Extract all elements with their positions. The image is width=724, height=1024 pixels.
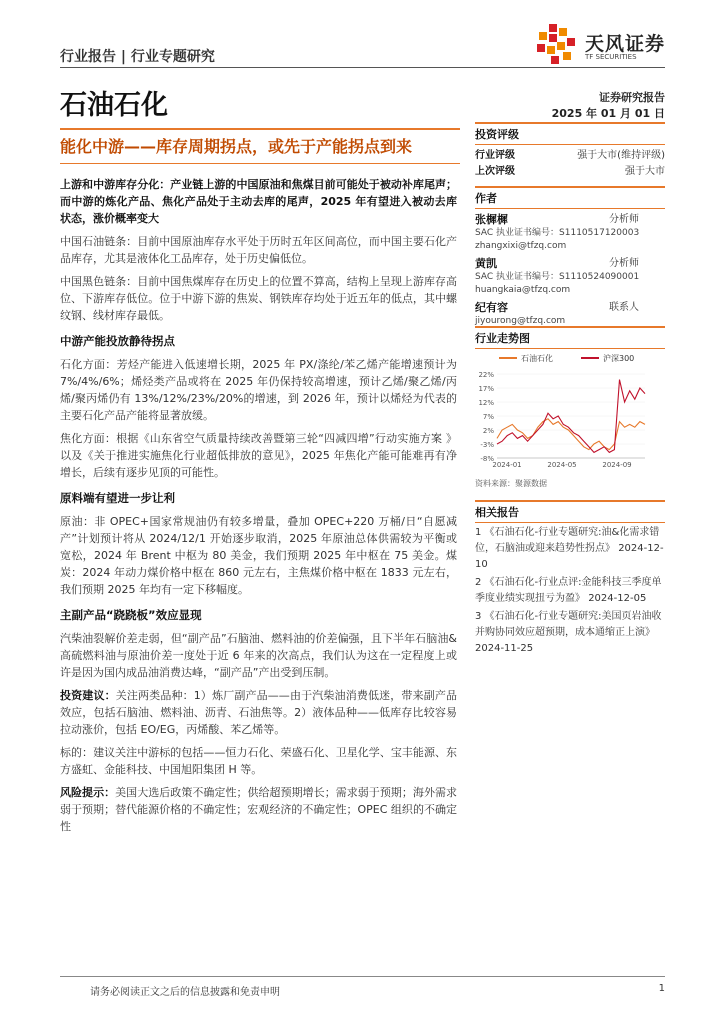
brand-name-en: TF SECURITIES bbox=[585, 53, 637, 61]
paragraph: 石化方面：芳烃产能进入低速增长期，2025 年 PX/涤纶/苯乙烯产能增速预计为 7%/4%/6%；烯烃类产品或将在 2025 年仍保持较高增速，预计乙烯/聚乙烯/丙烯/聚丙烯仍有 13%/12%/23%/20%的增速，到 2026 年，预计以烯烃为代表的主要石化产品产能将显著放缓。 bbox=[60, 358, 457, 422]
x-tick-label: 2024-09 bbox=[602, 461, 632, 468]
section-heading: 原料端有望进一步让利 bbox=[60, 491, 175, 505]
y-tick-label: 2% bbox=[482, 427, 494, 435]
authors-panel bbox=[475, 186, 665, 328]
section-heading: 主副产品“跷跷板”效应显现 bbox=[60, 608, 202, 622]
rating-value: 强于大市(维持评级) bbox=[577, 150, 665, 161]
related-heading: 相关报告 bbox=[475, 500, 665, 523]
authors-heading: 作者 bbox=[475, 186, 665, 209]
paragraph: 焦化方面：根据《山东省空气质量持续改善暨第三轮“四减四增”行动实施方案 》以及《关于推进实施焦化行业超低排放的意见》，2025 年焦化产能可能难再有净增长，后续有逐步见顶的可能性。 bbox=[60, 432, 457, 479]
trend-heading: 行业走势图 bbox=[475, 326, 665, 349]
investment-advice-label: 投资建议： bbox=[60, 689, 116, 702]
report-type: 证券研究报告 bbox=[599, 91, 665, 104]
rating-label: 上次评级 bbox=[475, 166, 515, 177]
y-tick-label: -8% bbox=[480, 455, 494, 463]
analyst-entry bbox=[475, 300, 665, 328]
investment-advice-text: 关注两类品种：1）炼厂副产品——由于汽柴油消费低迷，带来副产品效应，包括石脑油、燃料油、沥青、石油焦等。2）液体品种——低库存比较容易拉动涨价，包括 EO/EG，丙烯酸、苯乙烯等。 bbox=[60, 689, 458, 736]
analyst-role: 分析师 bbox=[609, 258, 639, 269]
analyst-name: 张樨樨 bbox=[475, 213, 508, 226]
related-title[interactable]: 3 《石油石化-行业专题研究:美国页岩油收并购协同效应超预期，成本通缩正上演》 bbox=[475, 611, 662, 638]
analyst-entry bbox=[475, 212, 665, 253]
y-tick-label: -3% bbox=[480, 441, 494, 449]
analyst-role: 联系人 bbox=[609, 302, 639, 313]
related-date: 2024-12-05 bbox=[588, 593, 647, 604]
paragraph: 中国石油链条：目前中国原油库存水平处于历时五年区间高位，而中国主要石化产品库存，尤其是液体化工品库存，处于历史偏低位。 bbox=[60, 235, 457, 265]
y-tick-label: 12% bbox=[478, 399, 494, 407]
related-title[interactable]: 1 《石油石化-行业专题研究:油&化需求错位，石脑油或迎来趋势性拐点》 bbox=[475, 527, 660, 554]
analyst-email[interactable]: zhangxixi@tfzq.com bbox=[475, 241, 567, 251]
header-divider bbox=[60, 67, 665, 68]
title-rule-top bbox=[60, 128, 460, 130]
disclaimer: 请务必阅读正文之后的信息披露和免责申明 bbox=[90, 987, 280, 998]
related-title[interactable]: 2 《石油石化-行业点评:金能科技三季度单季度业绩实现扭亏为盈》 bbox=[475, 577, 662, 604]
risk-warning-label: 风险提示： bbox=[60, 786, 116, 799]
paragraph: 汽柴油裂解价差走弱，但“副产品”石脑油、燃料油的价差偏强，且下半年石脑油&高硫燃料油与原油价差一度处于近 6 年来的次高点，我们认为这在一定程度上或许是因为国内成品油消费达峰，“副产品”产出受到压制。 bbox=[60, 632, 457, 679]
risk-warning bbox=[60, 784, 457, 835]
analyst-cert: SAC 执业证书编号：S1110524090001 bbox=[475, 272, 640, 282]
analyst-entry bbox=[475, 256, 665, 297]
rating-label: 行业评级 bbox=[475, 150, 515, 161]
legend-label: 石油石化 bbox=[521, 354, 553, 363]
title-rule-bottom bbox=[60, 163, 460, 164]
section-heading: 中游产能投放静待拐点 bbox=[60, 334, 175, 348]
rating-panel bbox=[475, 122, 665, 180]
related-date: 2024-12-10 bbox=[475, 543, 664, 570]
lead-paragraph: 上游和中游库存分化：产业链上游的中国原油和焦煤目前可能处于被动补库尾声；而中游的炼化产品、焦化产品处于主动去库的尾声，2025 年有望进入被动去库状态，涨价概率变大 bbox=[60, 178, 457, 225]
analyst-name: 纪有容 bbox=[475, 301, 508, 314]
analyst-name: 黄凯 bbox=[475, 257, 497, 270]
report-category: 行业报告 | 行业专题研究 bbox=[60, 49, 215, 65]
sector-title: 石油石化 bbox=[60, 90, 168, 121]
rating-row-industry bbox=[475, 148, 665, 164]
related-list bbox=[475, 525, 665, 657]
page-number: 1 bbox=[658, 983, 665, 994]
risk-warning-text: 美国大选后政策不确定性；供给超预期增长；需求弱于预期；海外需求弱于预期；替代能源价格的不确定性；宏观经济的不确定性；OPEC 组织的不确定性 bbox=[60, 786, 458, 833]
paragraph: 中国黑色链条：目前中国焦煤库存在历史上的位置不算高，结构上呈现上游库存高位、下游库存低位。位于中游下游的焦炭、钢铁库存均处于近五年的低点，其中螺纹钢、线材库存最低。 bbox=[60, 275, 457, 322]
report-title: 能化中游——库存周期拐点，或先于产能拐点到来 bbox=[60, 137, 413, 156]
analyst-email[interactable]: huangkaia@tfzq.com bbox=[475, 285, 571, 295]
analyst-role: 分析师 bbox=[609, 214, 639, 225]
brand-logo-icon bbox=[533, 22, 579, 66]
x-tick-label: 2024-05 bbox=[547, 461, 577, 468]
related-item[interactable] bbox=[475, 525, 665, 573]
rating-heading: 投资评级 bbox=[475, 122, 665, 145]
rating-value: 强于大市 bbox=[625, 166, 665, 177]
related-panel bbox=[475, 500, 665, 657]
y-tick-label: 7% bbox=[482, 413, 494, 421]
series-line bbox=[497, 419, 645, 450]
legend-label: 沪深300 bbox=[603, 354, 635, 363]
related-date: 2024-11-25 bbox=[475, 643, 534, 654]
trend-chart bbox=[475, 346, 665, 468]
analyst-cert: SAC 执业证书编号：S1110517120003 bbox=[475, 228, 640, 238]
footer-divider bbox=[60, 976, 665, 977]
brand-logo bbox=[533, 22, 665, 66]
y-tick-label: 17% bbox=[478, 385, 494, 393]
analyst-email[interactable]: jiyourong@tfzq.com bbox=[475, 316, 566, 326]
related-item[interactable] bbox=[475, 609, 665, 657]
x-tick-label: 2024-01 bbox=[492, 461, 522, 468]
brand-name-cn: 天风证券 bbox=[585, 33, 666, 55]
chart-source: 资料来源：聚源数据 bbox=[475, 479, 547, 488]
rating-row-previous bbox=[475, 164, 665, 180]
related-item[interactable] bbox=[475, 575, 665, 607]
investment-advice bbox=[60, 687, 457, 738]
y-tick-label: 22% bbox=[478, 371, 494, 379]
report-body bbox=[60, 176, 457, 841]
paragraph: 原油：非 OPEC+国家常规油仍有较多增量，叠加 OPEC+220 万桶/日“自愿减产”计划预计将从 2024/12/1 开始逐步取消，2025 年原油总体供需较为平衡或宽松，2024 年 Brent 中枢为 80 美金，我们预期 2025 年中枢在 75 美金。煤炭：2024 年动力煤价格中枢在 860 元左右，主焦煤价格中枢在 1833 元左右，我们预期 2025 年均有一定下移幅度。 bbox=[60, 515, 457, 596]
paragraph: 标的：建议关注中游标的包括——恒力石化、荣盛石化、卫星化学、宝丰能源、东方盛虹、金能科技、中国旭阳集团 H 等。 bbox=[60, 746, 457, 776]
report-date: 2025 年 01 月 01 日 bbox=[551, 107, 665, 120]
trend-chart-svg bbox=[475, 346, 665, 468]
